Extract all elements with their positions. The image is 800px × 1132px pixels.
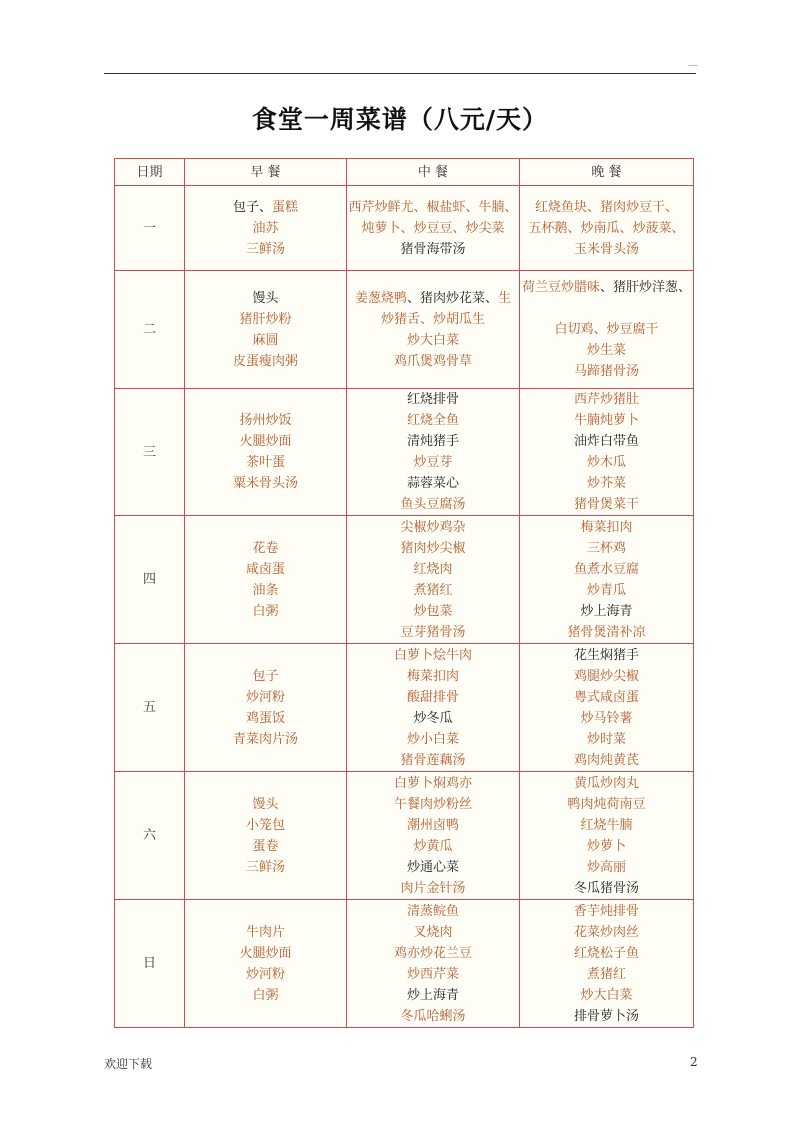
dish-text: 尖椒炒鸡杂 xyxy=(400,519,466,535)
dish-text: 扬州炒饭 xyxy=(239,413,292,428)
dinner-cell xyxy=(520,516,694,644)
dish-line xyxy=(347,517,519,538)
lunch-cell xyxy=(347,186,520,271)
dish-text: 火腿炒面 xyxy=(239,945,292,961)
dish-line xyxy=(185,473,346,494)
dish-line xyxy=(347,836,519,857)
dish-text: 红烧牛腩 xyxy=(580,817,633,833)
dish-line xyxy=(520,687,693,708)
dish-text: 姜葱烧鸭 xyxy=(354,290,407,306)
dish-text: 午餐肉炒粉丝 xyxy=(393,796,472,812)
dish-text: 炒西芹菜 xyxy=(406,966,459,982)
dish-line xyxy=(185,431,346,452)
dish-line xyxy=(520,277,693,298)
breakfast-cell xyxy=(185,516,347,644)
dish-line xyxy=(520,538,693,559)
dish-line xyxy=(520,836,693,857)
table-row xyxy=(115,186,694,271)
dish-line xyxy=(185,985,346,1006)
dish-text: 红烧鱼块、猪肉炒豆干、 xyxy=(534,199,678,215)
dish-line xyxy=(520,645,693,666)
dish-text: 炒上海青 xyxy=(580,603,633,619)
dish-line xyxy=(185,857,346,878)
lunch-cell xyxy=(347,644,520,772)
dish-text: 炖萝卜、炒豆豆、炒尖菜 xyxy=(361,220,505,236)
dish-text: 炒豆芽 xyxy=(413,455,453,470)
dish-text: 皮蛋瘦肉粥 xyxy=(232,353,298,369)
dinner-cell xyxy=(520,900,694,1028)
dish-text: 潮州卤鸭 xyxy=(406,817,459,833)
dish-line xyxy=(520,361,693,382)
dish-line xyxy=(347,538,519,559)
day-cell: 一 xyxy=(115,186,185,271)
dish-line xyxy=(520,815,693,836)
dish-text: 煮猪红 xyxy=(586,966,626,982)
day-cell: 四 xyxy=(115,516,185,644)
dish-text: 炒冬瓜 xyxy=(413,710,453,726)
dish-text: 炒青瓜 xyxy=(586,582,626,598)
dish-text: 炒芥菜 xyxy=(586,476,626,491)
dish-line xyxy=(520,901,693,922)
dish-text: 五杯鹅、炒南瓜、炒菠菜、 xyxy=(528,220,685,236)
dish-line xyxy=(520,601,693,622)
dish-line xyxy=(520,431,693,452)
dish-line xyxy=(347,351,519,372)
dish-line xyxy=(347,288,519,309)
dish-line xyxy=(520,985,693,1006)
dish-text: 炒大白菜 xyxy=(406,332,459,348)
dish-text: 红烧排骨 xyxy=(406,392,459,407)
dish-line xyxy=(185,197,346,218)
dish-text: 、猪肝炒洋葱、 xyxy=(600,280,692,295)
dish-line xyxy=(520,1006,693,1027)
dish-line xyxy=(347,922,519,943)
dish-text: 火腿炒面 xyxy=(239,434,292,449)
dish-line xyxy=(347,622,519,643)
dish-text: 蛋卷 xyxy=(252,838,279,854)
dish-text: 、猪肉炒花菜、 xyxy=(406,290,498,306)
dish-line xyxy=(347,473,519,494)
weekly-menu-table xyxy=(114,158,694,1028)
dish-line xyxy=(520,964,693,985)
dish-text: 香芋炖排骨 xyxy=(573,903,639,919)
dish-text: 包子、 xyxy=(232,199,272,215)
table-body xyxy=(115,186,694,1028)
header-lunch: 中 餐 xyxy=(347,159,520,186)
dish-line xyxy=(347,601,519,622)
dish-line xyxy=(520,794,693,815)
dish-line xyxy=(347,750,519,771)
dish-line xyxy=(185,836,346,857)
dish-text: 鱼煮水豆腐 xyxy=(573,561,639,577)
dish-text: 花菜炒肉丝 xyxy=(573,924,639,940)
dish-text: 猪骨莲藕汤 xyxy=(400,752,466,768)
dish-line xyxy=(520,473,693,494)
dish-text: 茶叶蛋 xyxy=(245,455,285,470)
breakfast-cell xyxy=(185,389,347,516)
dish-text: 猪骨煲菜干 xyxy=(573,497,639,512)
dish-text: 炒黄瓜 xyxy=(413,838,453,854)
dish-text: 酸甜排骨 xyxy=(406,689,459,705)
dish-text: 炒高丽 xyxy=(586,859,626,875)
day-cell: 日 xyxy=(115,900,185,1028)
day-cell: 三 xyxy=(115,389,185,516)
dish-line xyxy=(520,878,693,899)
dish-line xyxy=(347,794,519,815)
dish-text: 小笼包 xyxy=(245,817,285,833)
dish-line xyxy=(185,815,346,836)
dish-text: 炒河粉 xyxy=(245,966,285,982)
dish-line xyxy=(347,645,519,666)
lunch-cell xyxy=(347,389,520,516)
dish-line xyxy=(185,922,346,943)
table-row xyxy=(115,900,694,1028)
dish-text: 鸡蛋饭 xyxy=(245,710,285,726)
breakfast-cell xyxy=(185,900,347,1028)
dinner-cell xyxy=(520,389,694,516)
dish-text: 蒜蓉菜心 xyxy=(406,476,459,491)
dish-text: 蛋糕 xyxy=(272,199,299,215)
dish-line xyxy=(347,666,519,687)
dish-line xyxy=(185,559,346,580)
dish-line xyxy=(520,580,693,601)
dish-text: 馒头 xyxy=(252,796,279,812)
dish-text: 清炖猪手 xyxy=(406,434,459,449)
dish-line xyxy=(347,857,519,878)
dish-line xyxy=(347,239,519,260)
dish-text: 炒生菜 xyxy=(586,343,626,358)
footer-text: 欢迎下载 xyxy=(104,1057,153,1071)
dish-line xyxy=(185,580,346,601)
dish-line xyxy=(347,197,519,218)
dish-text: 馒头 xyxy=(252,290,279,306)
header-date: 日期 xyxy=(115,159,185,186)
dish-text: 猪肉炒尖椒 xyxy=(400,540,466,556)
header-mark: — xyxy=(688,60,698,71)
table-row xyxy=(115,772,694,900)
dish-line xyxy=(520,218,693,239)
day-cell: 二 xyxy=(115,271,185,389)
dish-text: 黄瓜炒肉丸 xyxy=(573,775,639,791)
dish-text: 鸡腿炒尖椒 xyxy=(573,668,639,684)
dish-line xyxy=(347,330,519,351)
dish-text: 炒萝卜 xyxy=(586,838,626,854)
dinner-cell xyxy=(520,186,694,271)
dish-text: 梅菜扣肉 xyxy=(580,519,633,535)
dish-text: 猪骨海带汤 xyxy=(400,241,466,257)
table-header-row xyxy=(115,159,694,186)
day-cell: 六 xyxy=(115,772,185,900)
dish-text: 炒大白菜 xyxy=(580,987,633,1003)
dish-line xyxy=(185,964,346,985)
dish-line xyxy=(347,964,519,985)
dish-text: 粤式咸卤蛋 xyxy=(573,689,639,705)
dish-text: 叉烧肉 xyxy=(413,924,453,940)
dish-line xyxy=(185,239,346,260)
dish-text: 生 xyxy=(498,290,512,306)
dish-text: 炒马铃薯 xyxy=(580,710,633,726)
dish-text: 花卷 xyxy=(252,540,279,556)
dish-text: 麻圆 xyxy=(252,332,279,348)
day-cell: 五 xyxy=(115,644,185,772)
dish-text: 梅菜扣肉 xyxy=(406,668,459,684)
dish-text: 炒时菜 xyxy=(586,731,626,747)
dish-text: 白粥 xyxy=(252,603,279,619)
table-row xyxy=(115,389,694,516)
dish-line xyxy=(185,687,346,708)
dish-text: 青菜肉片汤 xyxy=(232,731,298,747)
dish-text: 白萝卜烩牛肉 xyxy=(393,647,472,663)
dinner-cell xyxy=(520,644,694,772)
dish-line xyxy=(520,340,693,361)
dish-line xyxy=(347,878,519,899)
dish-line xyxy=(520,197,693,218)
dish-text: 三鲜汤 xyxy=(245,241,285,257)
dish-line xyxy=(347,943,519,964)
dish-line xyxy=(347,431,519,452)
dish-text: 肉片金针汤 xyxy=(400,880,466,896)
dish-line xyxy=(185,351,346,372)
dish-line xyxy=(347,218,519,239)
dish-text: 三杯鸡 xyxy=(586,540,626,556)
dish-text: 清蒸鲩鱼 xyxy=(406,903,459,919)
dish-text: 鱼头豆腐汤 xyxy=(400,497,466,512)
dish-text: 鸡爪煲鸡骨草 xyxy=(393,353,472,369)
dish-text: 鸭肉炖荷南豆 xyxy=(567,796,646,812)
dish-line xyxy=(520,298,693,319)
dinner-cell xyxy=(520,772,694,900)
dish-line xyxy=(347,901,519,922)
dish-text: 粟米骨头汤 xyxy=(232,476,298,491)
header-rule xyxy=(104,73,696,74)
dish-text: 白粥 xyxy=(252,987,279,1003)
dish-line xyxy=(185,410,346,431)
page-title: 食堂一周菜谱（八元/天） xyxy=(251,105,549,134)
dish-text: 炒通心菜 xyxy=(406,859,459,875)
dish-text: 牛腩炖萝卜 xyxy=(573,413,639,428)
page-number: 2 xyxy=(690,1055,698,1069)
dish-line xyxy=(520,389,693,410)
lunch-cell xyxy=(347,900,520,1028)
dish-text: 红烧肉 xyxy=(413,561,453,577)
dish-text: 炒上海青 xyxy=(406,987,459,1003)
dish-line xyxy=(185,538,346,559)
dish-text: 咸卤蛋 xyxy=(245,561,285,577)
dish-text: 鸡肉炖黄芪 xyxy=(573,752,639,768)
dish-line xyxy=(185,452,346,473)
dish-text: 炒木瓜 xyxy=(586,455,626,470)
dish-line xyxy=(520,319,693,340)
breakfast-cell xyxy=(185,772,347,900)
table-row xyxy=(115,516,694,644)
dish-line xyxy=(520,452,693,473)
dish-text: 三鲜汤 xyxy=(245,859,285,875)
dish-text: 油炸白带鱼 xyxy=(573,434,639,449)
dish-line xyxy=(347,559,519,580)
dish-text: 红烧全鱼 xyxy=(406,413,459,428)
dish-text: 猪肝炒粉 xyxy=(239,311,292,327)
dish-text: 豆芽猪骨汤 xyxy=(400,624,466,640)
dish-text: 西芹炒鲜尤、椒盐虾、牛腩、 xyxy=(348,199,518,215)
dish-line xyxy=(520,666,693,687)
dish-text: 马蹄猪骨汤 xyxy=(573,364,639,379)
header-breakfast: 早 餐 xyxy=(185,159,347,186)
dish-text: 包子 xyxy=(252,668,279,684)
dish-line xyxy=(520,622,693,643)
dish-text: 鸡亦炒花兰豆 xyxy=(393,945,472,961)
dish-line xyxy=(520,857,693,878)
dish-line xyxy=(185,601,346,622)
dish-text: 牛肉片 xyxy=(245,924,285,940)
dish-text: 荷兰豆炒腊味 xyxy=(521,280,600,295)
dish-line xyxy=(185,288,346,309)
dish-line xyxy=(520,922,693,943)
lunch-cell xyxy=(347,271,520,389)
dish-line xyxy=(520,750,693,771)
dish-line xyxy=(185,708,346,729)
dish-line xyxy=(520,943,693,964)
lunch-cell xyxy=(347,516,520,644)
dish-line xyxy=(520,559,693,580)
dish-line xyxy=(347,580,519,601)
dish-text: 油条 xyxy=(252,582,279,598)
dish-line xyxy=(347,410,519,431)
dish-text: 炒猪舌、炒胡瓜生 xyxy=(380,311,485,327)
dish-text: 油苏 xyxy=(252,220,279,236)
dish-line xyxy=(520,494,693,515)
dish-line xyxy=(520,239,693,260)
dish-text: 冬瓜猪骨汤 xyxy=(573,880,639,896)
dish-text: 西芹炒猪肚 xyxy=(573,392,639,407)
dish-line xyxy=(185,666,346,687)
dish-line xyxy=(347,815,519,836)
dish-line xyxy=(347,729,519,750)
dish-line xyxy=(347,985,519,1006)
dish-text: 白切鸡、炒豆腐干 xyxy=(554,322,659,337)
dish-text: 花生焖猪手 xyxy=(573,647,639,663)
breakfast-cell xyxy=(185,186,347,271)
dish-line xyxy=(347,708,519,729)
dish-text: 白萝卜焖鸡亦 xyxy=(393,775,472,791)
dish-text: 猪骨煲清补凉 xyxy=(567,624,646,640)
dish-text: 炒包菜 xyxy=(413,603,453,619)
dish-line xyxy=(185,794,346,815)
dish-line xyxy=(520,729,693,750)
breakfast-cell xyxy=(185,271,347,389)
dish-line xyxy=(347,773,519,794)
dish-line xyxy=(520,708,693,729)
dish-text: 红烧松子鱼 xyxy=(573,945,639,961)
dish-line xyxy=(347,687,519,708)
dish-line xyxy=(185,218,346,239)
lunch-cell xyxy=(347,772,520,900)
dish-line xyxy=(347,494,519,515)
dish-line xyxy=(520,517,693,538)
dish-line xyxy=(347,389,519,410)
dish-line xyxy=(185,943,346,964)
breakfast-cell xyxy=(185,644,347,772)
dish-text: 炒河粉 xyxy=(245,689,285,705)
dish-line xyxy=(347,309,519,330)
dish-text: 玉米骨头汤 xyxy=(573,241,639,257)
dinner-cell xyxy=(520,271,694,389)
table-row xyxy=(115,271,694,389)
dish-text: 炒小白菜 xyxy=(406,731,459,747)
table-row xyxy=(115,644,694,772)
dish-text: 排骨萝卜汤 xyxy=(573,1008,639,1024)
dish-line xyxy=(520,773,693,794)
header-dinner: 晚 餐 xyxy=(520,159,694,186)
dish-line xyxy=(185,330,346,351)
dish-text: 冬瓜哈蜊汤 xyxy=(400,1008,466,1024)
dish-line xyxy=(520,410,693,431)
dish-line xyxy=(347,452,519,473)
dish-text: 煮猪红 xyxy=(413,582,453,598)
dish-line xyxy=(185,729,346,750)
dish-line xyxy=(185,309,346,330)
dish-line xyxy=(347,1006,519,1027)
